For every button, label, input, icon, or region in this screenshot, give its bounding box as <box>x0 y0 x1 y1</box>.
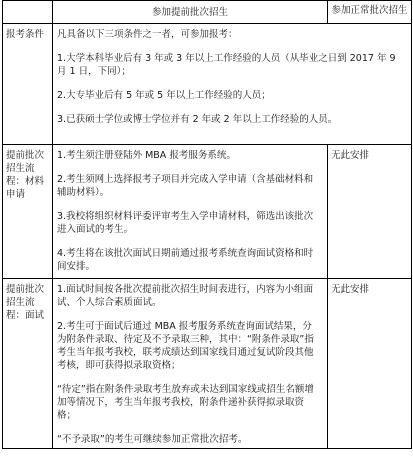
eligibility-content <box>53 24 412 145</box>
interview-regular-cell: 无此安排 <box>328 279 412 449</box>
material-step-2: 2.考生须网上选择报考子项目并完成入学申请（含基础材料和辅助材料）。 <box>57 174 314 198</box>
material-step-3: 3.我校将组织材料评委评审考生入学申请材料，筛选出该批次进入面试的考生。 <box>57 211 314 235</box>
row-label-material-application: 提前批次招生流程：材料申请 <box>3 145 53 279</box>
row-label-interview: 提前批次招生流程：面试 <box>3 279 53 449</box>
eligibility-item-1: 1.大学本科毕业后有 3 年或 3 年以上工作经验的人员（从毕业之日到 2017 年 9 月 1 日，下同）； <box>57 53 396 77</box>
header-blank-cell <box>3 1 53 24</box>
header-regular-batch: 参加正常批次招生 <box>328 1 412 24</box>
material-application-content <box>53 145 328 279</box>
interview-rejected-note: “不予录取”的考生可继续参加正常批次招考。 <box>57 434 248 445</box>
admissions-table <box>2 0 412 449</box>
header-row <box>3 1 412 24</box>
interview-step-1: 1.面试时间按各批次提前批次招生时间表进行，内容为小组面试、个人综合素质面试。 <box>57 284 314 308</box>
row-label-eligibility: 报考条件 <box>3 24 53 145</box>
eligibility-item-3: 3.已获硕士学位或博士学位并有 2 年或 2 年以上工作经验的人员。 <box>57 114 338 125</box>
eligibility-intro: 凡具备以下三项条件之一者，可参加报考： <box>57 29 238 40</box>
table-row-eligibility <box>3 24 412 145</box>
material-regular-cell: 无此安排 <box>328 145 412 279</box>
interview-pending-note: “待定”指在附条件录取考生放弃或未达到国家线或招生名额增加等情况下，考生当年报考我校，附条件递补获得拟录取资格； <box>57 384 314 421</box>
interview-step-2: 2.考生可于面试后通过 MBA 报考服务系统查询面试结果，分为附条件录取、待定及不予录取三种，其中：“附条件录取”指考生当年报考我校，联考成绩达到国家线目通过复试阶段其他考核，即可获得拟录取资格； <box>57 321 314 371</box>
interview-content <box>53 279 328 449</box>
table-row-material-application <box>3 145 412 279</box>
material-step-1: 1.考生须注册登陆外 MBA 报考服务系统。 <box>57 150 236 161</box>
header-advance-batch: 参加提前批次招生 <box>53 1 328 24</box>
material-step-4: 4.考生将在该批次面试日期前通过报考系统查询面试资格和时间安排。 <box>57 248 314 272</box>
table-row-interview <box>3 279 412 449</box>
eligibility-item-2: 2.大专毕业后有 5 年或 5 年以上工作经验的人员； <box>57 90 271 101</box>
